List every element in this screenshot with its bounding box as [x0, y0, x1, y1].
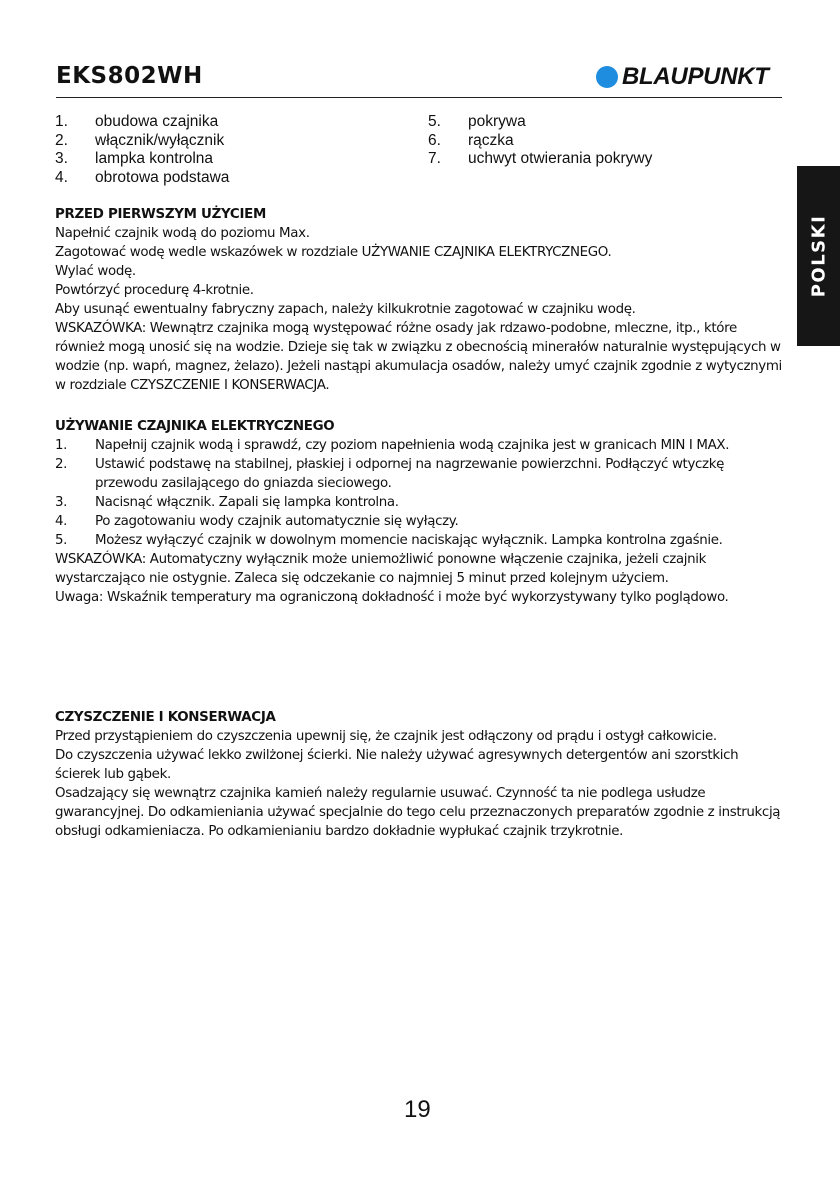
item-text: rączka — [468, 131, 514, 149]
paragraph: Osadzający się wewnątrz czajnika kamień należy regularnie usuwać. Czynność ta nie podlega usłudze gwarancyjnej. Do odkamieniania używać specjalnie do tego celu przeznaczonych preparatów zgodnie z instrukcją obsługi odkamieniacza. Po odkamienianiu bardzo dokładnie wypłukać czajnik trzykrotnie. — [55, 786, 781, 839]
page-number: 19 — [404, 1096, 431, 1123]
list-item — [55, 455, 787, 493]
item-text: Po zagotowaniu wody czajnik automatycznie się wyłączy. — [95, 514, 459, 529]
item-text: Ustawić podstawę na stabilnej, płaskiej i odpornej na nagrzewanie powierzchni. Podłączyć wtyczkę przewodu zasilającego do gniazda sieciowego. — [95, 457, 725, 491]
paragraph: Aby usunąć ewentualny fabryczny zapach, należy kilkukrotnie zagotować w czajniku wodę. — [55, 302, 636, 317]
item-number: 3. — [55, 150, 68, 167]
item-text: Możesz wyłączyć czajnik w dowolnym momencie naciskając wyłącznik. Lampka kontrolna zgaśnie. — [95, 533, 723, 548]
brand-name: BLAUPUNKT — [622, 63, 769, 90]
item-text: lampka kontrolna — [95, 150, 214, 167]
item-number: 5. — [428, 113, 441, 130]
paragraph: Do czyszczenia używać lekko zwilżonej ścierki. Nie należy używać agresywnych detergentów ani szorstkich ścierek lub gąbek. — [55, 748, 739, 782]
tip-paragraph: WSKAZÓWKA: Wewnątrz czajnika mogą występować różne osady jak rdzawo-podobne, mleczne, itp., które również mogą unosić się na wodzie. Dzieje się tak w związku z obecnością minerałów naturalnie występujących w wodzie (np. wapń, magnez, żelazo). Jeżeli nastąpi akumulacja osadów, należy umyć czajnik zgodnie z wytycznymi w rozdziale CZYSZCZENIE I KONSERWACJA. — [55, 321, 782, 393]
list-item — [55, 531, 787, 550]
section-cleaning — [55, 708, 787, 841]
item-number: 3. — [55, 495, 68, 510]
item-number: 1. — [55, 438, 68, 453]
list-item — [55, 132, 229, 151]
section-title: PRZED PIERWSZYM UŻYCIEM — [55, 207, 267, 222]
section-using-kettle — [55, 417, 787, 607]
language-tab — [797, 166, 840, 346]
list-item — [55, 113, 229, 132]
paragraph: Wylać wodę. — [55, 264, 136, 279]
paragraph: Powtórzyć procedurę 4-krotnie. — [55, 283, 254, 298]
paragraph: Zagotować wodę wedle wskazówek w rozdziale UŻYWANIE CZAJNIKA ELEKTRYCZNEGO. — [55, 245, 612, 260]
brand-dot-icon — [596, 66, 618, 88]
list-item — [55, 512, 787, 531]
item-number: 4. — [55, 168, 68, 186]
parts-list-left — [55, 113, 229, 187]
language-tab-label: POLSKI — [808, 214, 829, 298]
item-text: obrotowa podstawa — [95, 168, 230, 186]
item-number: 2. — [55, 457, 68, 472]
item-number: 1. — [55, 113, 68, 130]
item-text: uchwyt otwierania pokrywy — [468, 150, 653, 167]
model-name: EKS802WH — [56, 63, 203, 89]
list-item — [428, 113, 652, 132]
paragraph: Napełnić czajnik wodą do poziomu Max. — [55, 226, 310, 241]
section-title: CZYSZCZENIE I KONSERWACJA — [55, 710, 276, 725]
list-item — [55, 150, 229, 169]
item-text: Napełnij czajnik wodą i sprawdź, czy poziom napełnienia wodą czajnika jest w granicach MIN I MAX. — [95, 438, 730, 453]
brand-logo — [596, 64, 769, 90]
list-item — [428, 150, 652, 169]
section-title: UŻYWANIE CZAJNIKA ELEKTRYCZNEGO — [55, 419, 335, 434]
item-number: 6. — [428, 131, 441, 149]
item-number: 2. — [55, 131, 68, 149]
list-item — [428, 132, 652, 151]
item-text: obudowa czajnika — [95, 113, 219, 130]
parts-list-right — [428, 113, 652, 169]
paragraph: Przed przystąpieniem do czyszczenia upewnij się, że czajnik jest odłączony od prądu i ostygł całkowicie. — [55, 729, 717, 744]
list-item — [55, 169, 229, 188]
note-paragraph: Uwaga: Wskaźnik temperatury ma ograniczoną dokładność i może być wykorzystywany tylko poglądowo. — [55, 590, 729, 605]
item-number: 7. — [428, 150, 441, 167]
list-item — [55, 436, 787, 455]
section-before-first-use — [55, 205, 787, 395]
tip-paragraph: WSKAZÓWKA: Automatyczny wyłącznik może uniemożliwić ponowne włączenie czajnika, jeżeli czajnik wystarczająco nie ostygnie. Zaleca się odczekanie co najmniej 5 minut przed kolejnym użyciem. — [55, 552, 707, 586]
list-item — [55, 493, 787, 512]
item-text: włącznik/wyłącznik — [95, 131, 225, 149]
item-number: 5. — [55, 533, 68, 548]
item-text: pokrywa — [468, 113, 526, 130]
item-number: 4. — [55, 514, 68, 529]
item-text: Nacisnąć włącznik. Zapali się lampka kontrolna. — [95, 495, 399, 510]
header-divider — [56, 97, 782, 98]
